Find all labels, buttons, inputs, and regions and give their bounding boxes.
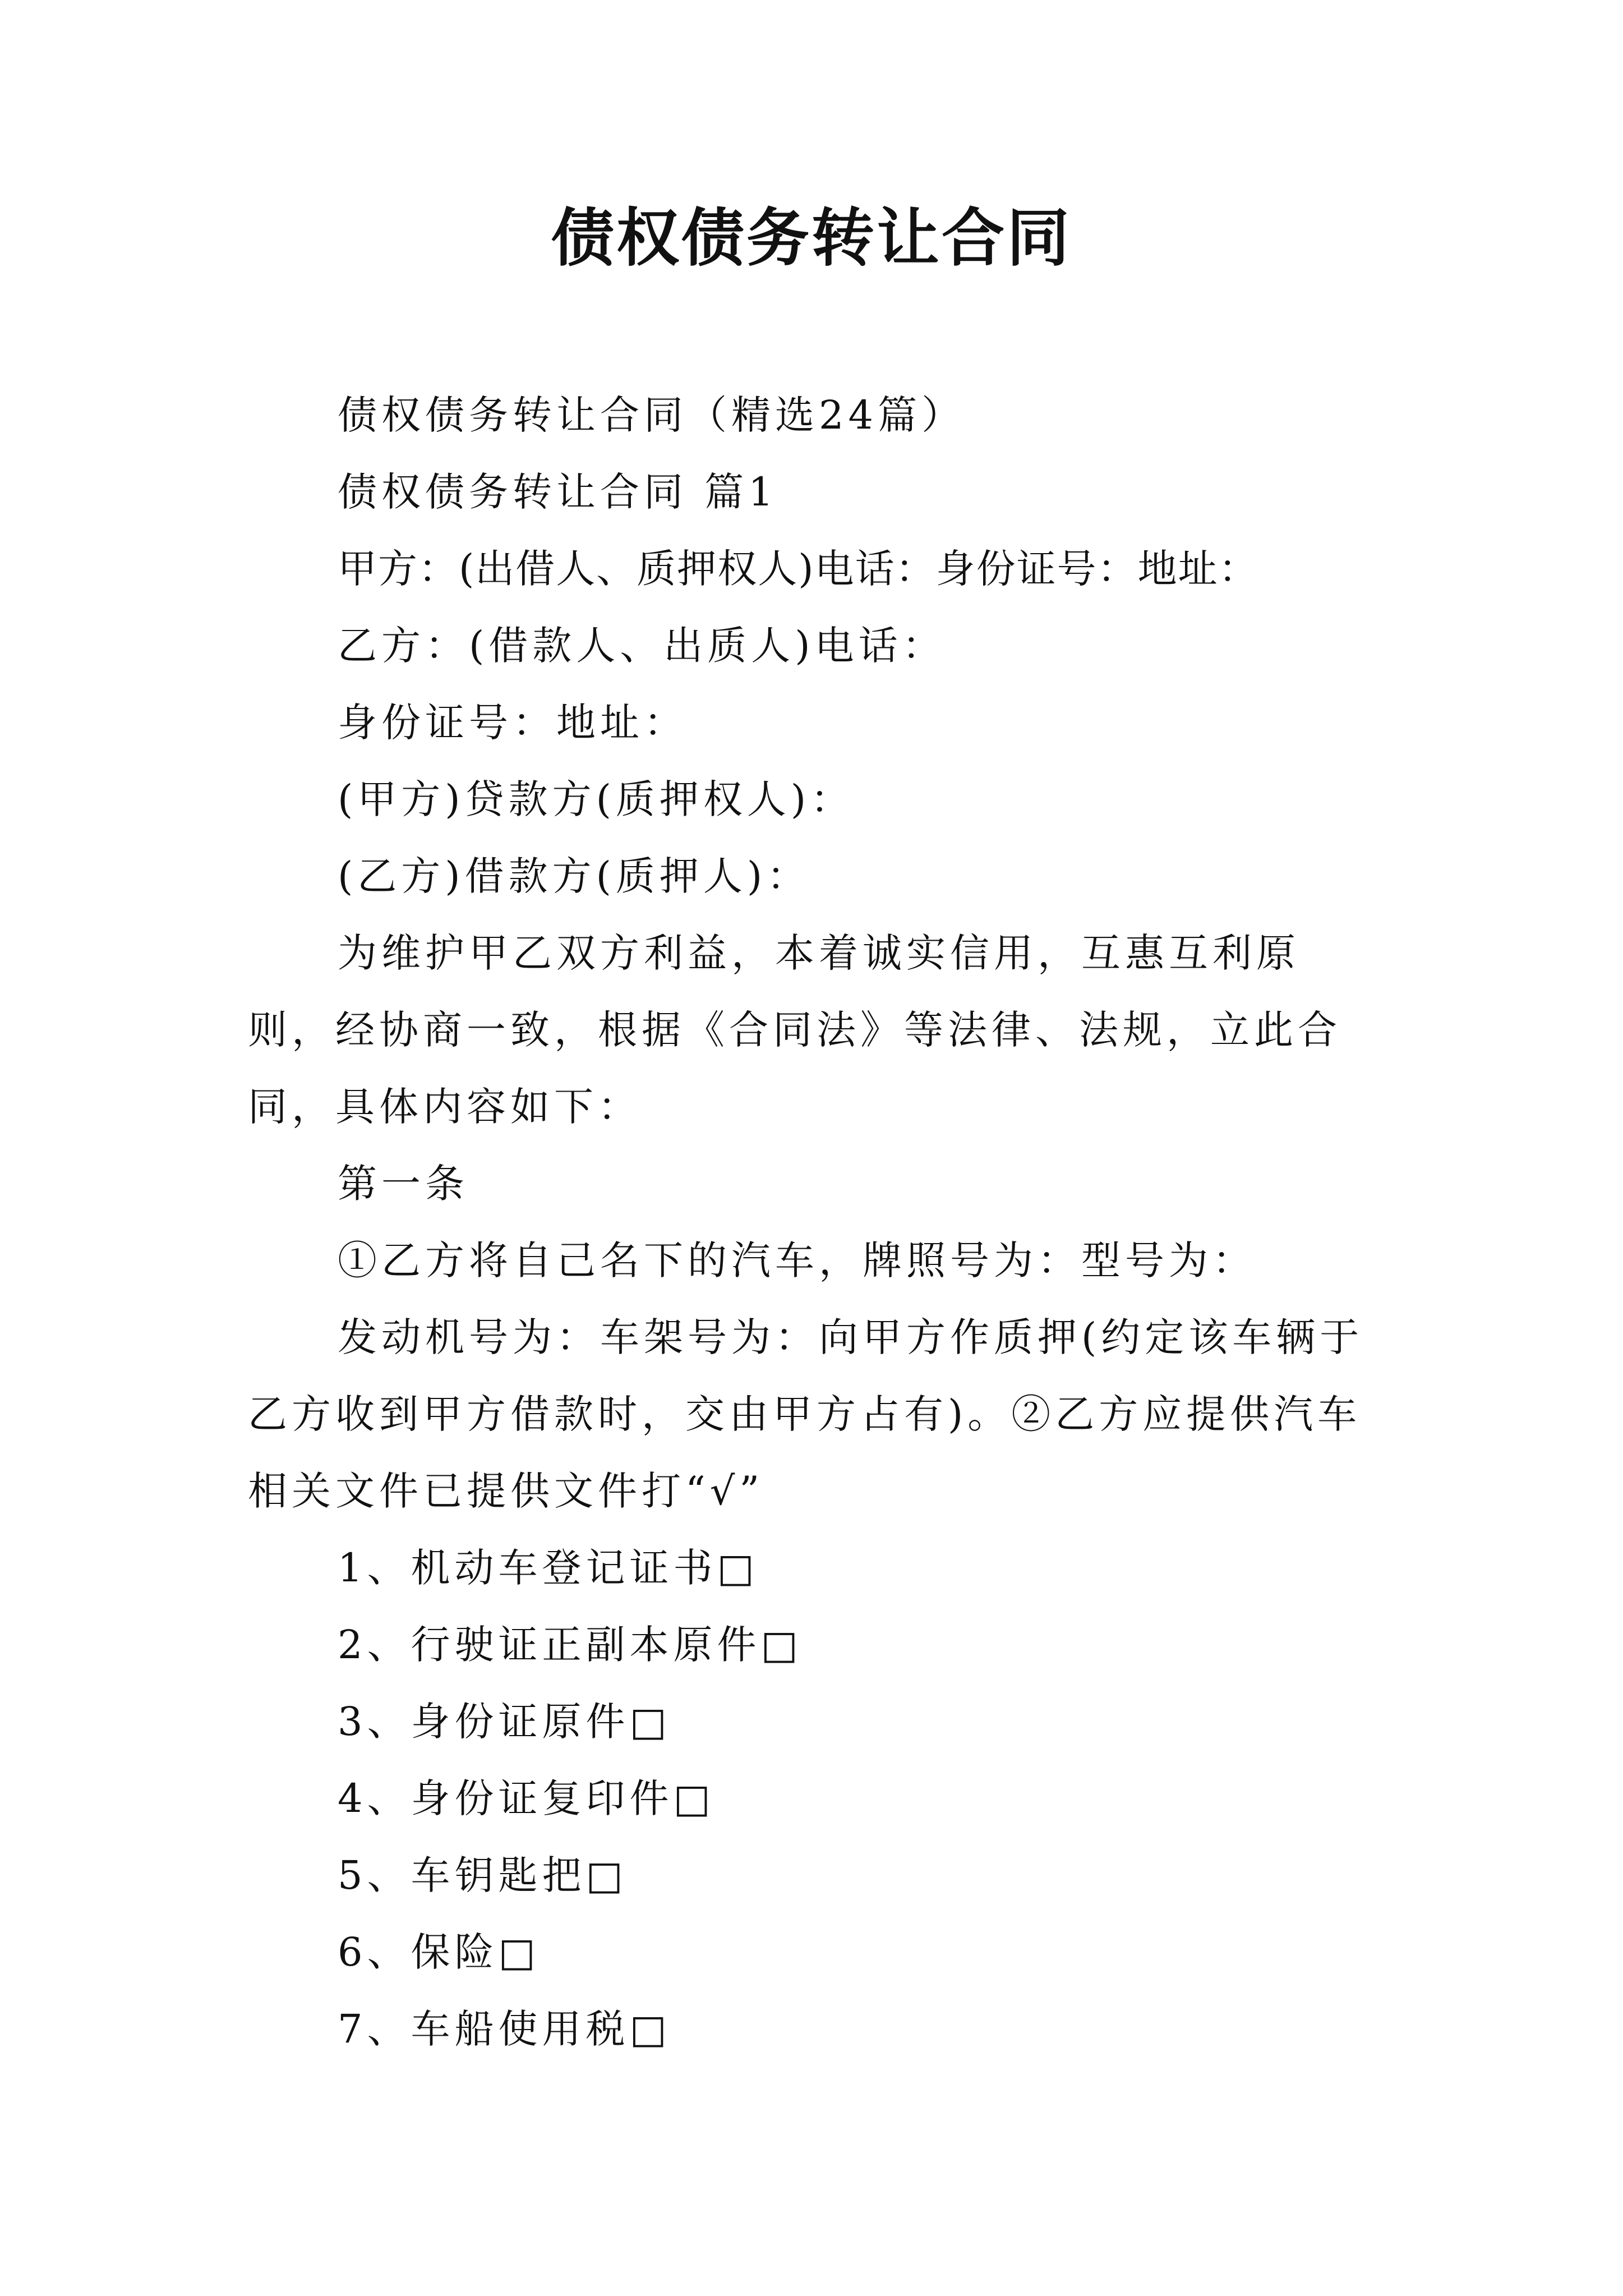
- paragraph: 乙方：(借款人、出质人)电话：: [338, 623, 946, 669]
- list-item: 5、车钥匙把□: [338, 1852, 628, 1898]
- list-item: 1、机动车登记证书□: [338, 1545, 759, 1591]
- paragraph: 第一条: [338, 1161, 469, 1207]
- paragraph: 发动机号为：车架号为：向甲方作质押(约定该车辆于乙方收到甲方借款时，交由甲方占有)。②乙方应提供汽车相关文件已提供文件打“√”: [248, 1314, 1364, 1514]
- list-item: 4、身份证复印件□: [338, 1775, 715, 1821]
- paragraph: ①乙方将自己名下的汽车，牌照号为：型号为：: [338, 1237, 1256, 1283]
- paragraph: 甲方：(出借人、质押权人)电话：身份证号：地址：: [338, 546, 1259, 592]
- paragraph: 债权债务转让合同 篇1: [338, 469, 778, 515]
- list-item: 2、行驶证正副本原件□: [338, 1622, 803, 1668]
- paragraph: 债权债务转让合同（精选24篇）: [338, 392, 966, 438]
- document-body: [248, 377, 1386, 2068]
- document-title: 债权债务转让合同: [551, 202, 1072, 275]
- list-item: 3、身份证原件□: [338, 1699, 671, 1745]
- paragraph: (甲方)贷款方(质押权人)：: [338, 776, 855, 822]
- paragraph: 身份证号：地址：: [338, 700, 688, 746]
- paragraph: 为维护甲乙双方利益，本着诚实信用，互惠互利原则，经协商一致，根据《合同法》等法律、法规，立此合同，具体内容如下：: [248, 930, 1341, 1130]
- paragraph: (乙方)借款方(质押人)：: [338, 853, 811, 899]
- list-item: 7、车船使用税□: [338, 2006, 671, 2052]
- list-item: 6、保险□: [338, 1929, 540, 1975]
